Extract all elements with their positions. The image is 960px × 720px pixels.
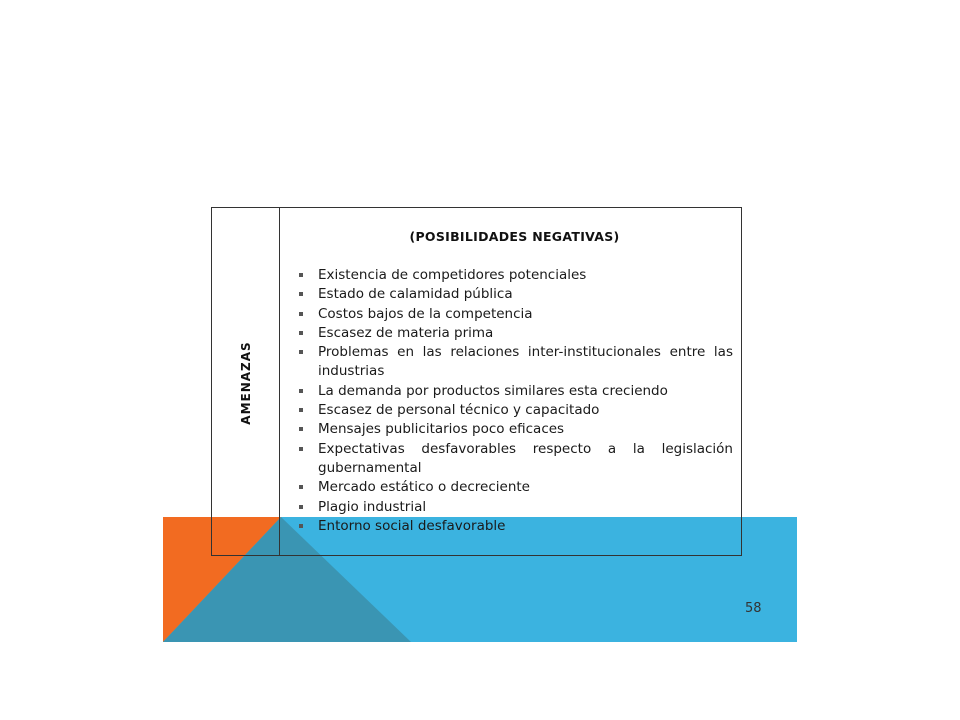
page-number: 58 [745, 601, 762, 616]
bullet-icon [299, 350, 303, 354]
side-label: AMENAZAS [239, 341, 253, 425]
bullet-icon [299, 505, 303, 509]
bullet-icon [299, 292, 303, 296]
bullet-icon [299, 485, 303, 489]
list-item: Mercado estático o decreciente [296, 478, 733, 497]
bullet-icon [299, 312, 303, 316]
list-item: Costos bajos de la competencia [296, 305, 733, 324]
threats-list [296, 266, 733, 536]
side-label-cell [212, 208, 280, 555]
list-item: Problemas en las relaciones inter-institucionales entre las industrias [296, 343, 733, 382]
bullet-icon [299, 427, 303, 431]
bullet-icon [299, 447, 303, 451]
bullet-icon [299, 331, 303, 335]
table-heading: (POSIBILIDADES NEGATIVAS) [409, 229, 620, 244]
list-item: Estado de calamidad pública [296, 285, 733, 304]
content-cell [280, 208, 741, 555]
list-item: Plagio industrial [296, 498, 733, 517]
bullet-icon [299, 389, 303, 393]
list-item: Expectativas desfavorables respecto a la legislación gubernamental [296, 440, 733, 479]
list-item: Escasez de personal técnico y capacitado [296, 401, 733, 420]
bullet-icon [299, 273, 303, 277]
list-item: Entorno social desfavorable [296, 517, 733, 536]
list-item: La demanda por productos similares esta creciendo [296, 382, 733, 401]
threats-table [211, 207, 742, 556]
bullet-icon [299, 408, 303, 412]
bullet-icon [299, 524, 303, 528]
list-item: Existencia de competidores potenciales [296, 266, 733, 285]
list-item: Mensajes publicitarios poco eficaces [296, 420, 733, 439]
list-item: Escasez de materia prima [296, 324, 733, 343]
